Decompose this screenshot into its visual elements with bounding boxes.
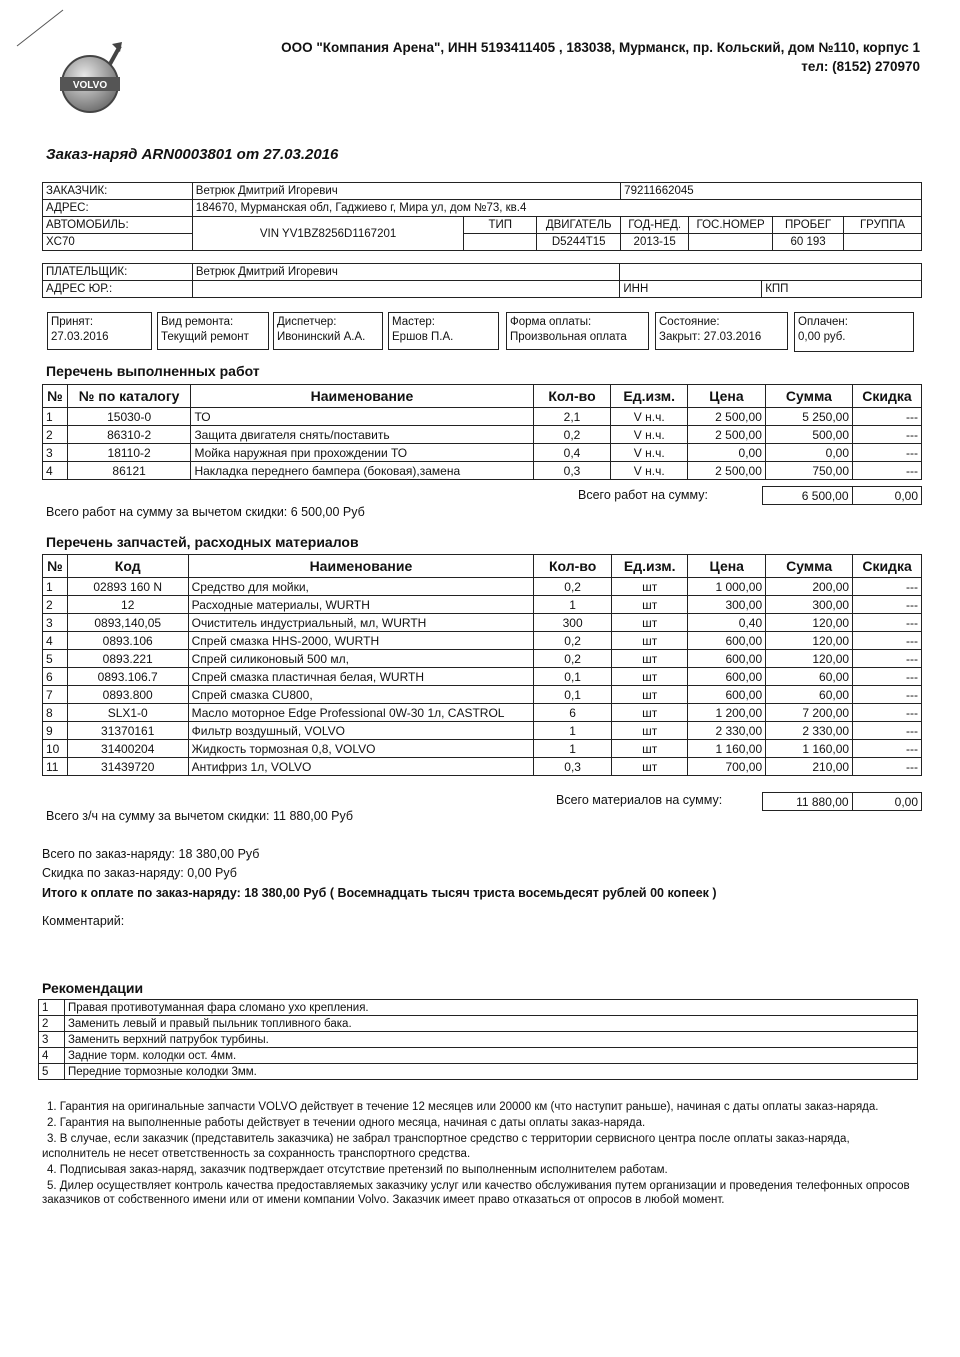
cell: 0893,140,05 [67,614,188,632]
parts-total-sum: 11 880,00 [763,793,853,811]
cell: 0,2 [534,578,612,596]
cell: ТО [191,408,533,426]
cell: 120,00 [766,650,853,668]
works-total-table [762,486,922,505]
cell: 1 [39,1000,65,1016]
list-item [39,1048,918,1064]
table-row [43,632,922,650]
address-label: АДРЕС: [43,200,193,217]
cell: 12 [67,596,188,614]
cell: 2 [39,1016,65,1032]
cell: --- [853,444,922,462]
cell: шт [612,740,688,758]
comment-label: Комментарий: [42,914,125,928]
cell: 7 [43,686,68,704]
cell: --- [853,704,922,722]
cell: 31400204 [67,740,188,758]
cell: --- [853,462,922,480]
cell: шт [612,596,688,614]
col-header: Скидка [853,555,922,578]
cell: 2 [43,426,68,444]
cell: --- [853,758,922,776]
cell: --- [853,650,922,668]
cell: 2 [43,596,68,614]
cell: Спрей смазка пластичная белая, WURTH [188,668,534,686]
cell: 0893.106.7 [67,668,188,686]
cell: шт [612,632,688,650]
cell: 15030-0 [67,408,191,426]
note: 5. Дилер осуществляет контроль качества предоставляемых заказчику услуг или качество обслуживания путем организации и проведения телефонных опросов заказчиков от собственного имени или от имени компании Volvo. Заказчик имеет право отказаться от опросов в любой момент. [42,1179,910,1206]
col-header: Цена [688,555,766,578]
cell: 3 [43,614,68,632]
cell: 0,2 [534,650,612,668]
cell: --- [853,578,922,596]
cell: V н.ч. [611,408,687,426]
customer-table [42,182,922,251]
cell: 60,00 [766,668,853,686]
summary-total: Всего по заказ-наряду: 18 380,00 Руб [42,847,260,861]
cell: Спрей смазка CU800, [188,686,534,704]
cell: 02893 160 N [67,578,188,596]
reg-value [689,234,773,251]
cell: 5 [39,1064,65,1080]
col-header: Кол-во [533,385,611,408]
cell: шт [612,686,688,704]
status-value: Ивонинский А.А. [277,331,366,343]
cell: --- [853,686,922,704]
cell: Средство для мойки, [188,578,534,596]
cell: --- [853,722,922,740]
cell: Спрей смазка HHS-2000, WURTH [188,632,534,650]
cell: 200,00 [766,578,853,596]
status-box-state [655,312,788,350]
status-box-paid [794,312,914,352]
col-header: Ед.изм. [612,555,688,578]
status-label: Вид ремонта: [161,316,234,328]
cell: Правая противотуманная фара сломано ухо крепления. [64,1000,917,1016]
cell: 1 160,00 [688,740,766,758]
cell: Жидкость тормозная 0,8, VOLVO [188,740,534,758]
terms-notes [42,1100,912,1209]
table-row [43,686,922,704]
kpp-label: КПП [762,281,922,298]
cell: 4 [43,632,68,650]
col-header: Ед.изм. [611,385,687,408]
inn-label: ИНН [620,281,762,298]
cell: 1 [534,722,612,740]
cell: 60,00 [766,686,853,704]
status-value: Закрыт: 27.03.2016 [659,331,762,343]
cell: 600,00 [688,650,766,668]
cell: Накладка переднего бампера (боковая),замена [191,462,533,480]
cell: 5 [43,650,68,668]
cell: 4 [43,462,68,480]
col-header: Кол-во [534,555,612,578]
car-model: XC70 [43,234,193,251]
works-header-row [43,385,922,408]
cell: Расходные материалы, WURTH [188,596,534,614]
cell: Защита двигателя снять/поставить [191,426,533,444]
cell: 600,00 [688,668,766,686]
col-header: Сумма [765,385,852,408]
group-value [844,234,922,251]
status-value: Произвольная оплата [510,331,627,343]
cell: Заменить верхний патрубок турбины. [64,1032,917,1048]
customer-value: Ветрюк Дмитрий Игоревич [192,183,620,200]
works-title: Перечень выполненных работ [46,363,260,379]
cell: 6 [43,668,68,686]
table-row [43,722,922,740]
col-header: Сумма [766,555,853,578]
list-item [39,1032,918,1048]
table-row [43,578,922,596]
reg-label: ГОС.НОМЕР [689,217,773,234]
cell: 500,00 [765,426,852,444]
cell: 750,00 [765,462,852,480]
status-label: Состояние: [659,316,720,328]
cell: V н.ч. [611,462,687,480]
list-item [39,1016,918,1032]
cell: 0,40 [688,614,766,632]
status-box-dispatcher [273,312,383,350]
table-row [43,740,922,758]
cell: Очиститель индустриальный, мл, WURTH [188,614,534,632]
cell: 0,00 [765,444,852,462]
legal-address-label: АДРЕС ЮР.: [43,281,193,298]
status-value: 27.03.2016 [51,331,109,343]
cell: 300,00 [688,596,766,614]
table-row [43,704,922,722]
payer-extra [620,264,922,281]
status-label: Оплачен: [798,316,848,328]
cell: 210,00 [766,758,853,776]
cell: V н.ч. [611,444,687,462]
cell: 0893.221 [67,650,188,668]
engine-label: ДВИГАТЕЛЬ [537,217,621,234]
parts-title: Перечень запчастей, расходных материалов [46,534,359,550]
cell: 1 [534,596,612,614]
recommendations-table [38,999,918,1080]
page-title: Заказ-наряд ARN0003801 от 27.03.2016 [46,146,339,163]
cell: --- [853,632,922,650]
cell: шт [612,578,688,596]
cell: 0,2 [533,426,611,444]
cell: --- [853,740,922,758]
col-header: № по каталогу [67,385,191,408]
company-line: ООО "Компания Арена", ИНН 5193411405 , 183038, Мурманск, пр. Кольский, дом №110, корпус 1 [281,40,920,55]
mileage-label: ПРОБЕГ [773,217,844,234]
mileage-value: 60 193 [773,234,844,251]
cell: 2 500,00 [687,408,765,426]
parts-total-discount: 0,00 [852,793,921,811]
group-label: ГРУППА [844,217,922,234]
cell: 18110-2 [67,444,191,462]
list-item [39,1000,918,1016]
col-header: Скидка [853,385,922,408]
cell: 700,00 [688,758,766,776]
cell: Антифриз 1л, VOLVO [188,758,534,776]
cell: шт [612,650,688,668]
cell: Спрей силиконовый 500 мл, [188,650,534,668]
cell: 4 [39,1048,65,1064]
cell: 0,1 [534,668,612,686]
recommendations-title: Рекомендации [42,980,144,996]
parts-total-table [762,792,922,811]
cell: 2 500,00 [687,426,765,444]
cell: Масло моторное Edge Professional 0W-30 1л, CASTROL [188,704,534,722]
table-row [43,650,922,668]
col-header: Наименование [188,555,534,578]
cell: 2 330,00 [766,722,853,740]
cell: 3 [39,1032,65,1048]
cell: 0,3 [533,462,611,480]
note: 1. Гарантия на оригинальные запчасти VOLVO действует в течение 12 месяцев или 20000 км (что наступит раньше), начиная с даты оплаты заказ-наряда. [47,1101,879,1113]
col-header: Код [67,555,188,578]
status-label: Мастер: [392,316,435,328]
cell: 8 [43,704,68,722]
works-total-label: Всего работ на сумму: [578,488,708,502]
works-total-discount: 0,00 [852,487,921,505]
cell: --- [853,668,922,686]
parts-total-label: Всего материалов на сумму: [556,793,723,807]
cell: 1 000,00 [688,578,766,596]
year-value: 2013-15 [621,234,689,251]
cell: 9 [43,722,68,740]
col-header: № [43,555,68,578]
cell: 300 [534,614,612,632]
status-box-repair-type [157,312,269,350]
col-header: Цена [687,385,765,408]
status-label: Диспетчер: [277,316,337,328]
car-label: АВТОМОБИЛЬ: [43,217,193,234]
table-row [43,462,922,480]
address-value: 184670, Мурманская обл, Гаджиево г, Мира ул, дом №73, кв.4 [192,200,921,217]
cell: Фильтр воздушный, VOLVO [188,722,534,740]
works-total-sum: 6 500,00 [763,487,853,505]
table-row [43,758,922,776]
cell: 2,1 [533,408,611,426]
cell: Задние торм. колодки ост. 4мм. [64,1048,917,1064]
cell: 0,00 [687,444,765,462]
table-row [43,426,922,444]
parts-header-row [43,555,922,578]
table-row [43,596,922,614]
table-row [43,444,922,462]
customer-phone: 79211662045 [621,183,922,200]
works-table [42,384,922,480]
payer-label: ПЛАТЕЛЬЩИК: [43,264,193,281]
cell: 0,1 [534,686,612,704]
cell: 31439720 [67,758,188,776]
cell: 31370161 [67,722,188,740]
cell: 11 [43,758,68,776]
phone-line: тел: (8152) 270970 [801,59,920,74]
cell: 1 [534,740,612,758]
company-header [270,38,920,76]
payer-table [42,263,922,298]
status-value: 0,00 руб. [798,331,846,343]
cell: 1 160,00 [766,740,853,758]
cell: 86121 [67,462,191,480]
cell: шт [612,668,688,686]
cell: 0,2 [534,632,612,650]
cell: 0893.800 [67,686,188,704]
cell: 6 [534,704,612,722]
status-box-master [388,312,499,350]
vin-value: VIN YV1BZ8256D1167201 [192,217,464,251]
status-value: Ершов П.А. [392,331,454,343]
col-header: № [43,385,68,408]
status-value: Текущий ремонт [161,331,249,343]
col-header: Наименование [191,385,533,408]
note: 4. Подписывая заказ-наряд, заказчик подтверждает отсутствие претензий по выполненным исполнителем работам. [47,1163,668,1176]
cell: --- [853,408,922,426]
cell: 2 500,00 [687,462,765,480]
status-label: Принят: [51,316,94,328]
table-row [43,614,922,632]
cell: 1 [43,578,68,596]
table-row [43,668,922,686]
cell: шт [612,704,688,722]
cell: Передние тормозные колодки 3мм. [64,1064,917,1080]
cell: Мойка наружная при прохождении ТО [191,444,533,462]
note: 3. В случае, если заказчик (представитель заказчика) не забрал транспортное средство с территории сервисного центра после оплаты заказ-наряда, исполнитель не несет ответственность за сохранность транспортного средства. [42,1133,850,1160]
volvo-logo [58,40,122,122]
status-box-accepted [47,312,152,350]
summary-to-pay: Итого к оплате по заказ-наряду: 18 380,00 Руб ( Восемнадцать тысяч триста восемьдесят рублей 00 копеек ) [42,886,717,900]
year-label: ГОД-НЕД. [621,217,689,234]
note: 2. Гарантия на выполненные работы действует в течении одного месяца, начиная с даты оплаты заказ-наряда. [47,1117,646,1129]
cell: 120,00 [766,614,853,632]
list-item [39,1064,918,1080]
cell: 10 [43,740,68,758]
cell: 1 [43,408,68,426]
cell: 7 200,00 [766,704,853,722]
cell: шт [612,614,688,632]
parts-table [42,554,922,776]
cell: 300,00 [766,596,853,614]
cell: 86310-2 [67,426,191,444]
cell: 600,00 [688,686,766,704]
cell: 600,00 [688,632,766,650]
payer-value: Ветрюк Дмитрий Игоревич [192,264,620,281]
cell: --- [853,596,922,614]
legal-address-value [192,281,620,298]
engine-value: D5244T15 [537,234,621,251]
parts-net-line: Всего з/ч на сумму за вычетом скидки: 11 880,00 Руб [46,809,354,823]
cell: 5 250,00 [765,408,852,426]
status-label: Форма оплаты: [510,316,592,328]
status-box-payment-form [506,312,649,350]
works-net-line: Всего работ на сумму за вычетом скидки: 6 500,00 Руб [46,505,365,519]
customer-label: ЗАКАЗЧИК: [43,183,193,200]
cell: 3 [43,444,68,462]
volvo-logo-text: VOLVO [72,80,108,91]
cell: 0,3 [534,758,612,776]
summary-discount: Скидка по заказ-наряду: 0,00 Руб [42,866,237,880]
cell: шт [612,722,688,740]
cell: V н.ч. [611,426,687,444]
cell: --- [853,614,922,632]
cell: 1 200,00 [688,704,766,722]
cell: 0893.106 [67,632,188,650]
type-value [464,234,537,251]
cell: шт [612,758,688,776]
type-label: ТИП [464,217,537,234]
cell: 0,4 [533,444,611,462]
cell: 120,00 [766,632,853,650]
table-row [43,408,922,426]
cell: 2 330,00 [688,722,766,740]
cell: SLX1-0 [67,704,188,722]
cell: --- [853,426,922,444]
cell: Заменить левый и правый пыльник топливного бака. [64,1016,917,1032]
